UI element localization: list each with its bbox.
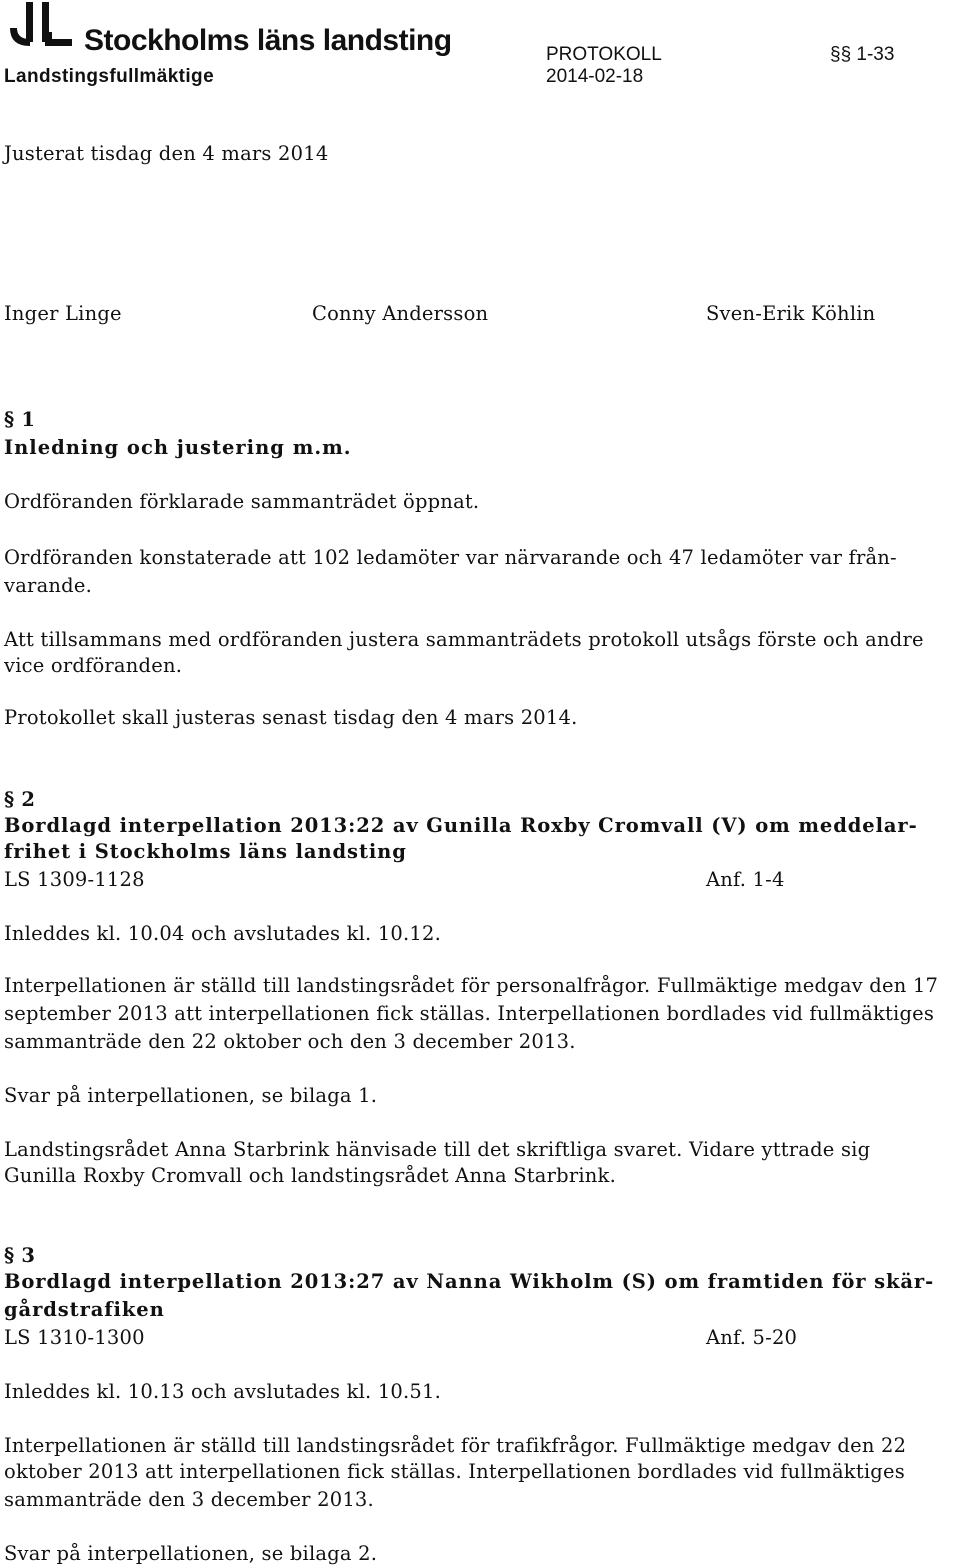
section-title: gårdstrafiken: [4, 1298, 165, 1321]
paragraph: Interpellationen är ställd till landstingsrådet för personalfrågor. Fullmäktige medgav den 17: [4, 974, 939, 997]
paragraph: Protokollet skall justeras senast tisdag den 4 mars 2014.: [4, 706, 578, 729]
signatory: Conny Andersson: [312, 302, 489, 325]
sll-logo-icon: [6, 2, 76, 50]
meeting-time: Inleddes kl. 10.04 och avslutades kl. 10.12.: [4, 922, 442, 945]
org-name: Stockholms läns landsting: [84, 24, 452, 57]
section-title: Inledning och justering m.m.: [4, 436, 352, 459]
body-name: Landstingsfullmäktige: [4, 66, 215, 87]
section-title: frihet i Stockholms läns landsting: [4, 840, 407, 863]
case-number: LS 1310-1300: [4, 1326, 145, 1349]
section-title: Bordlagd interpellation 2013:27 av Nanna Wikholm (S) om framtiden för skär-: [4, 1270, 935, 1293]
paragraph: sammanträde den 22 oktober och den 3 december 2013.: [4, 1030, 576, 1053]
anf-range: Anf. 1-4: [706, 868, 785, 891]
paragraph: Svar på interpellationen, se bilaga 2.: [4, 1542, 378, 1565]
paragraph: varande.: [4, 574, 92, 597]
signatory: Inger Linge: [4, 302, 122, 325]
meeting-time: Inleddes kl. 10.13 och avslutades kl. 10.51.: [4, 1380, 442, 1403]
paragraph: Gunilla Roxby Cromvall och landstingsrådet Anna Starbrink.: [4, 1164, 616, 1187]
section-number: § 3: [4, 1244, 36, 1267]
doc-type: PROTOKOLL: [546, 44, 662, 65]
paragraph: Interpellationen är ställd till landstingsrådet för trafikfrågor. Fullmäktige medgav den 22: [4, 1434, 907, 1457]
paragraph: Ordföranden konstaterade att 102 ledamöter var närvarande och 47 ledamöter var från-: [4, 546, 897, 569]
paragraph: september 2013 att interpellationen fick ställas. Interpellationen bordlades vid fullmäktiges: [4, 1002, 935, 1025]
paragraph: Ordföranden förklarade sammanträdet öppnat.: [4, 490, 480, 513]
approval-line: Justerat tisdag den 4 mars 2014: [4, 142, 329, 165]
case-number: LS 1309-1128: [4, 868, 145, 891]
section-number: § 1: [4, 408, 36, 431]
paragraph-range: §§ 1-33: [830, 44, 895, 65]
paragraph: Svar på interpellationen, se bilaga 1.: [4, 1084, 378, 1107]
signatory: Sven-Erik Köhlin: [706, 302, 876, 325]
paragraph: vice ordföranden.: [4, 654, 183, 677]
anf-range: Anf. 5-20: [706, 1326, 798, 1349]
paragraph: Landstingsrådet Anna Starbrink hänvisade till det skriftliga svaret. Vidare yttrade sig: [4, 1138, 871, 1161]
paragraph: Att tillsammans med ordföranden justera sammanträdets protokoll utsågs förste och andre: [4, 628, 924, 651]
paragraph: sammanträde den 3 december 2013.: [4, 1488, 374, 1511]
doc-date: 2014-02-18: [546, 66, 644, 87]
section-title: Bordlagd interpellation 2013:22 av Gunilla Roxby Cromvall (V) om meddelar-: [4, 814, 918, 837]
section-number: § 2: [4, 788, 36, 811]
paragraph: oktober 2013 att interpellationen fick ställas. Interpellationen bordlades vid fullmäktiges: [4, 1460, 905, 1483]
